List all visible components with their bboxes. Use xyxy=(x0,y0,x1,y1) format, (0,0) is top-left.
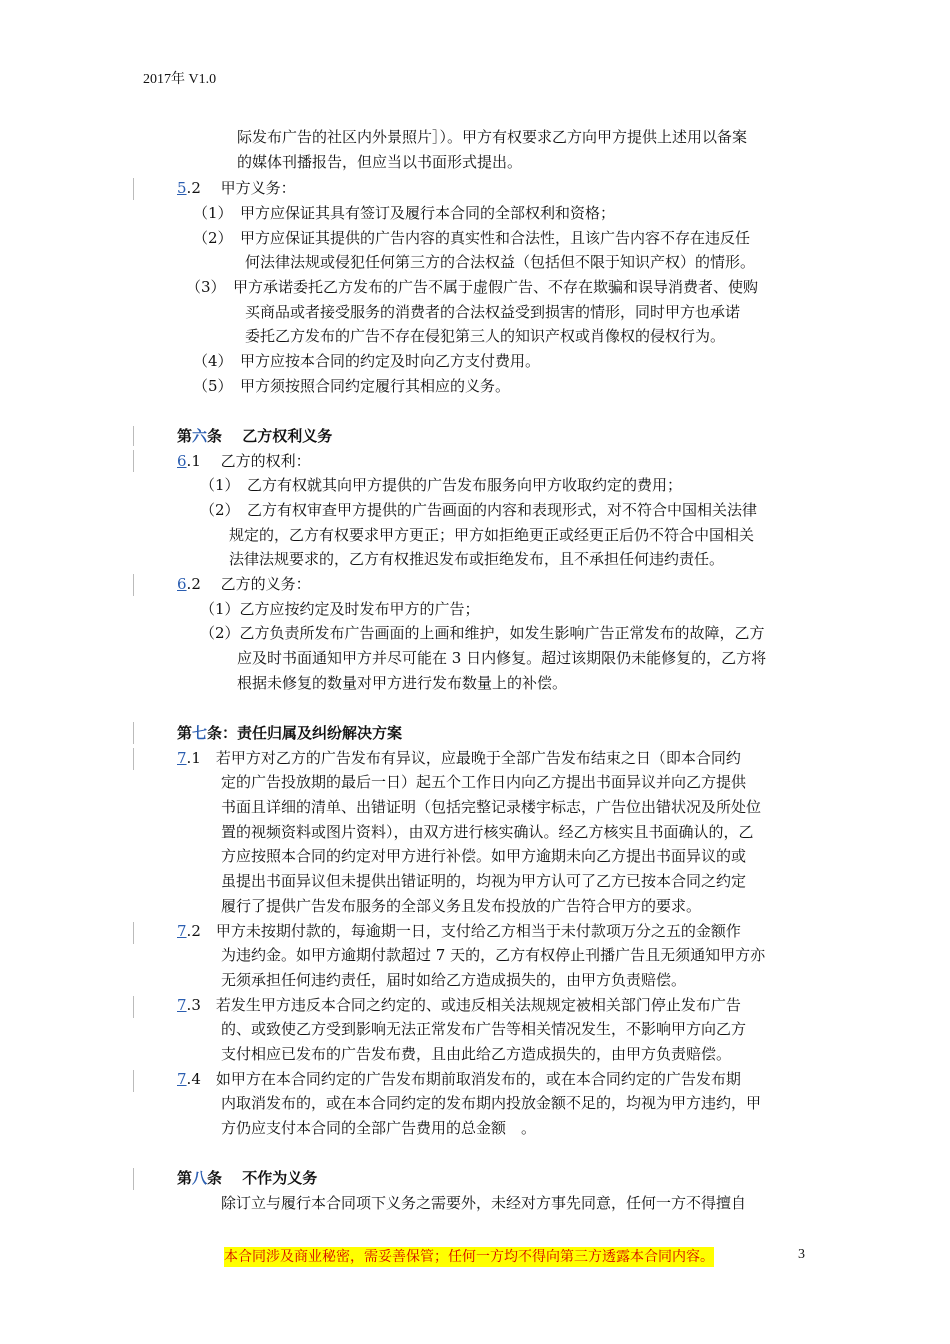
paragraph-line: 履行了提供广告发布服务的全部义务且发布投放的广告符合甲方的要求。 xyxy=(221,897,702,915)
list-item: （2） 甲方应保证其提供的广告内容的真实性和合法性，且该广告内容不存在违反任 xyxy=(193,229,751,247)
paragraph-line: 书面且详细的清单、出错证明（包括完整记录楼宇标志，广告位出错状况及所处位 xyxy=(221,798,762,816)
paragraph-line: 际发布广告的社区内外景照片］）。甲方有权要求乙方向甲方提供上述用以备案 xyxy=(237,128,748,146)
article-6-heading: 第六条 乙方权利义务 xyxy=(177,427,333,445)
list-item-cont: 根据未修复的数量对甲方进行发布数量上的补偿。 xyxy=(237,674,568,692)
clause-6-2: 6.2 乙方的义务： xyxy=(177,575,311,593)
list-item-cont: 何法律法规或侵犯任何第三方的合法权益（包括但不限于知识产权）的情形。 xyxy=(245,253,756,271)
revision-bar xyxy=(133,574,134,596)
list-item: （2）乙方负责所发布广告画面的上画和维护，如发生影响广告正常发布的故障，乙方 xyxy=(200,624,765,642)
paragraph-line: 方仍应支付本合同的全部广告费用的总金额 。 xyxy=(221,1119,537,1137)
paragraph-line: 内取消发布的，或在本合同约定的发布期内投放金额不足的，均视为甲方违约，甲 xyxy=(221,1094,762,1112)
list-item: （4） 甲方应按本合同的约定及时向乙方支付费用。 xyxy=(193,352,541,370)
revision-bar xyxy=(133,922,134,944)
paragraph-line: 虽提出书面异议但未提供出错证明的，均视为甲方认可了乙方已按本合同之约定 xyxy=(221,872,747,890)
clause-7-4: 7.4 如甲方在本合同约定的广告发布期前取消发布的，或在本合同约定的广告发布期 xyxy=(177,1070,741,1088)
clause-7-2: 7.2 甲方未按期付款的，每逾期一日，支付给乙方相当于未付款项万分之五的金额作 xyxy=(177,922,741,940)
paragraph-line: 除订立与履行本合同项下义务之需要外，未经对方事先同意，任何一方不得擅自 xyxy=(221,1194,747,1212)
clause-number-link[interactable]: 7 xyxy=(177,996,187,1014)
clause-number-link[interactable]: 6 xyxy=(177,575,187,593)
revision-bar xyxy=(133,426,134,446)
paragraph-line: 无须承担任何违约责任，届时如给乙方造成损失的，由甲方负责赔偿。 xyxy=(221,971,687,989)
clause-number-link[interactable]: 7 xyxy=(177,922,187,940)
confidentiality-notice: 本合同涉及商业秘密，需妥善保管；任何一方均不得向第三方透露本合同内容。 xyxy=(224,1249,714,1265)
paragraph-line: 为违约金。如甲方逾期付款超过 7 天的，乙方有权停止刊播广告且无须通知甲方亦 xyxy=(221,946,766,964)
clause-7-3: 7.3 若发生甲方违反本合同之约定的、或违反相关法规规定被相关部门停止发布广告 xyxy=(177,996,741,1014)
list-item-cont: 买商品或者接受服务的消费者的合法权益受到损害的情形，同时甲方也承诺 xyxy=(245,303,741,321)
article-8-heading: 第八条 不作为义务 xyxy=(177,1169,318,1187)
list-item: （1）乙方应按约定及时发布甲方的广告； xyxy=(200,600,480,618)
list-item-cont: 委托乙方发布的广告不存在侵犯第三人的知识产权或肖像权的侵权行为。 xyxy=(245,327,726,345)
revision-bar xyxy=(133,1168,134,1190)
article-7-heading: 第七条：责任归属及纠纷解决方案 xyxy=(177,724,403,742)
revision-bar xyxy=(133,748,134,770)
revision-bar xyxy=(133,1070,134,1092)
revision-bar xyxy=(133,178,134,200)
list-item: （1） 乙方有权就其向甲方提供的广告发布服务向甲方收取约定的费用； xyxy=(200,476,683,494)
list-item: （5） 甲方须按照合同约定履行其相应的义务。 xyxy=(193,377,511,395)
clause-number-link[interactable]: 5 xyxy=(177,179,187,197)
list-item: （1） 甲方应保证其具有签订及履行本合同的全部权利和资格； xyxy=(193,204,616,222)
revision-bar xyxy=(133,722,134,744)
clause-7-1: 7.1 若甲方对乙方的广告发布有异议，应最晚于全部广告发布结束之日（即本合同约 xyxy=(177,749,741,767)
paragraph-line: 支付相应已发布的广告发布费，且由此给乙方造成损失的，由甲方负责赔偿。 xyxy=(221,1045,732,1063)
clause-number-link[interactable]: 7 xyxy=(177,749,187,767)
list-item-cont: 应及时书面通知甲方并尽可能在 3 日内修复。超过该期限仍未能修复的，乙方将 xyxy=(237,649,767,667)
page-number: 3 xyxy=(798,1247,805,1262)
list-item: （2） 乙方有权审查甲方提供的广告画面的内容和表现形式，对不符合中国相关法律 xyxy=(200,501,758,519)
paragraph-line: 的、或致使乙方受到影响无法正常发布广告等相关情况发生，不影响甲方向乙方 xyxy=(221,1020,747,1038)
paragraph-line: 定的广告投放期的最后一日）起五个工作日内向乙方提出书面异议并向乙方提供 xyxy=(221,773,747,791)
list-item-cont: 规定的，乙方有权要求甲方更正；甲方如拒绝更正或经更正后仍不符合中国相关 xyxy=(229,526,755,544)
clause-number-link[interactable]: 7 xyxy=(177,1070,187,1088)
paragraph-line: 方应按照本合同的约定对甲方进行补偿。如甲方逾期未向乙方提出书面异议的或 xyxy=(221,847,747,865)
revision-bar xyxy=(133,450,134,472)
list-item-cont: 法律法规要求的，乙方有权推迟发布或拒绝发布，且不承担任何违约责任。 xyxy=(229,550,725,568)
clause-6-1: 6.1 乙方的权利： xyxy=(177,452,311,470)
clause-number-link[interactable]: 6 xyxy=(177,452,187,470)
paragraph-line: 置的视频资料或图片资料），由双方进行核实确认。经乙方核实且书面确认的，乙 xyxy=(221,823,754,841)
revision-bar xyxy=(133,996,134,1018)
version-header: 2017年 V1.0 xyxy=(143,72,217,87)
paragraph-line: 的媒体刊播报告，但应当以书面形式提出。 xyxy=(237,153,523,171)
clause-5-2: 5.2 甲方义务： xyxy=(177,179,296,197)
list-item: （3） 甲方承诺委托乙方发布的广告不属于虚假广告、不存在欺骗和误导消费者、使购 xyxy=(186,278,759,296)
